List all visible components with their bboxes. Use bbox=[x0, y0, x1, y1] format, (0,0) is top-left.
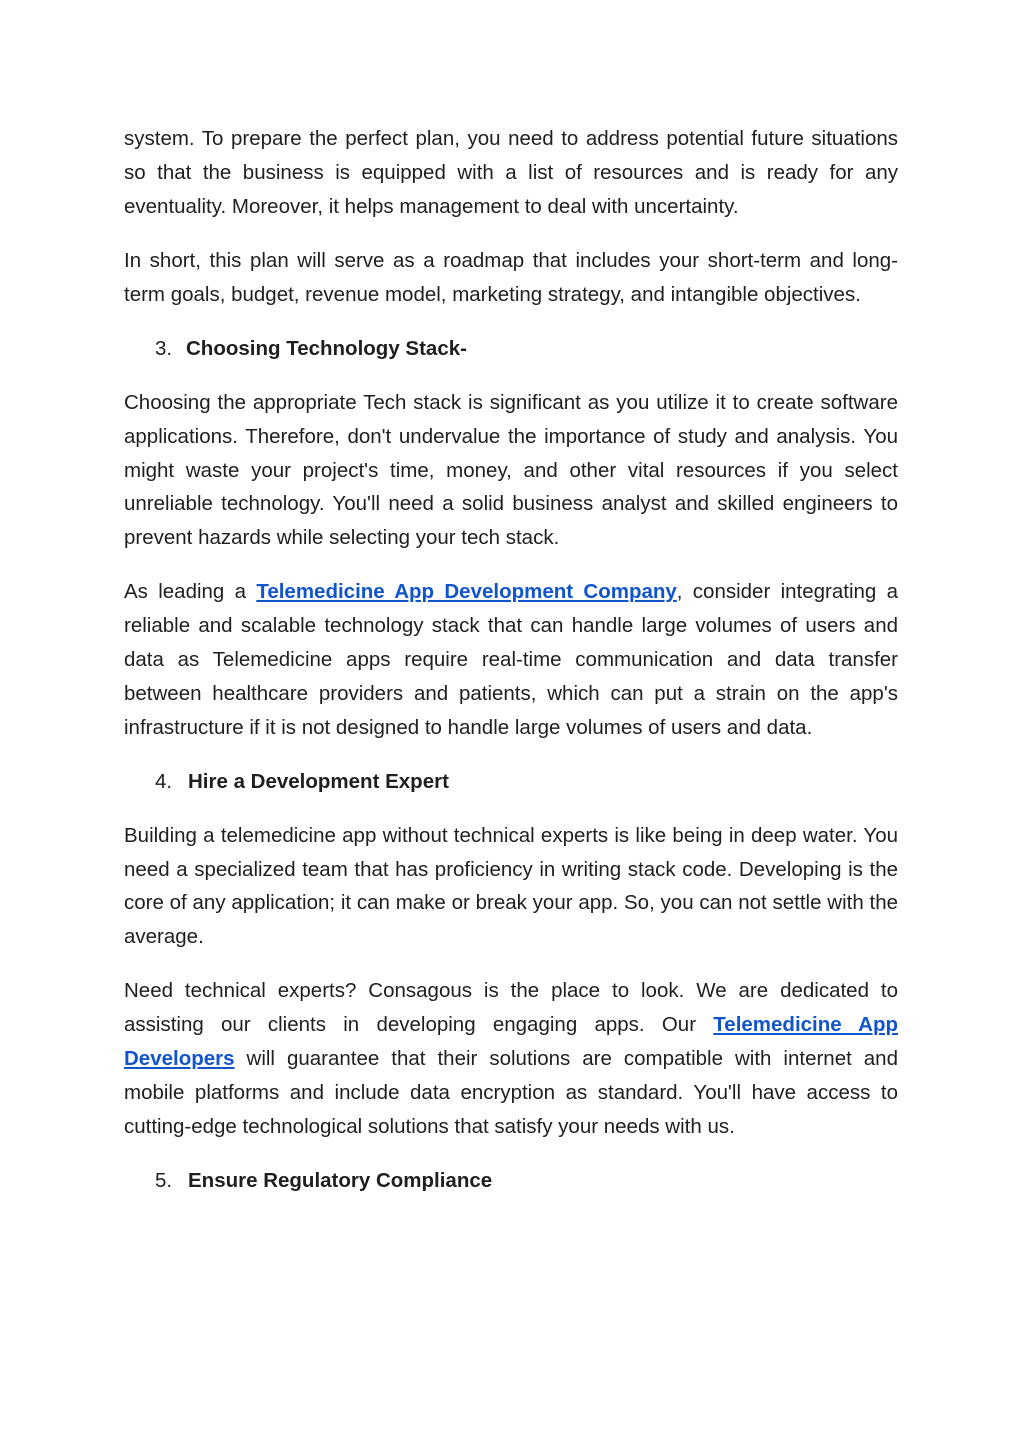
heading-title: Choosing Technology Stack- bbox=[186, 336, 467, 360]
telemedicine-app-developers-link[interactable]: Telemedicine App Developers bbox=[124, 1013, 898, 1071]
paragraph bbox=[124, 575, 898, 744]
heading-title: Hire a Development Expert bbox=[188, 769, 449, 793]
paragraph bbox=[124, 974, 898, 1143]
document-page bbox=[124, 122, 898, 1218]
paragraph: system. To prepare the perfect plan, you need to address potential future situations so that the business is equipped with a list of resources and is ready for any eventuality. Moreover, it helps management to deal with uncertainty. bbox=[124, 127, 898, 218]
paragraph-text: , consider integrating a reliable and scalable technology stack that can handle large volumes of users and data as Telemedicine apps require real-time communication and data transfer between healthcare providers and patients, which can put a strain on the app's infrastructure if it is not designed to handle large volumes of users and data. bbox=[124, 580, 898, 739]
heading-number: 4. bbox=[155, 769, 173, 793]
section-heading bbox=[124, 765, 898, 799]
heading-number: 5. bbox=[155, 1168, 173, 1192]
section-heading bbox=[124, 1164, 898, 1198]
heading-number: 3. bbox=[155, 336, 173, 360]
section-heading bbox=[124, 332, 898, 366]
paragraph-text: As leading a bbox=[124, 580, 257, 604]
paragraph-text: Need technical experts? Consagous is the place to look. We are dedicated to assisting our clients in developing engaging apps. Our bbox=[124, 979, 898, 1037]
telemedicine-app-development-company-link[interactable]: Telemedicine App Development Company bbox=[256, 580, 677, 604]
paragraph: Building a telemedicine app without technical experts is like being in deep water. You need a specialized team that has proficiency in writing stack code. Developing is the core of any application; it can make or break your app. So, you can not settle with the average. bbox=[124, 823, 898, 949]
paragraph: In short, this plan will serve as a roadmap that includes your short-term and long-term goals, budget, revenue model, marketing strategy, and intangible objectives. bbox=[124, 248, 898, 306]
paragraph: Choosing the appropriate Tech stack is significant as you utilize it to create software applications. Therefore, don't undervalue the importance of study and analysis. You might waste your project's time, money, and other vital resources if you select unreliable technology. You'll need a solid business analyst and skilled engineers to prevent hazards while selecting your tech stack. bbox=[124, 390, 898, 550]
paragraph-text: will guarantee that their solutions are compatible with internet and mobile platforms and include data encryption as standard. You'll have access to cutting-edge technological solutions that satisfy your needs with us. bbox=[124, 1047, 898, 1138]
heading-title: Ensure Regulatory Compliance bbox=[188, 1168, 493, 1192]
